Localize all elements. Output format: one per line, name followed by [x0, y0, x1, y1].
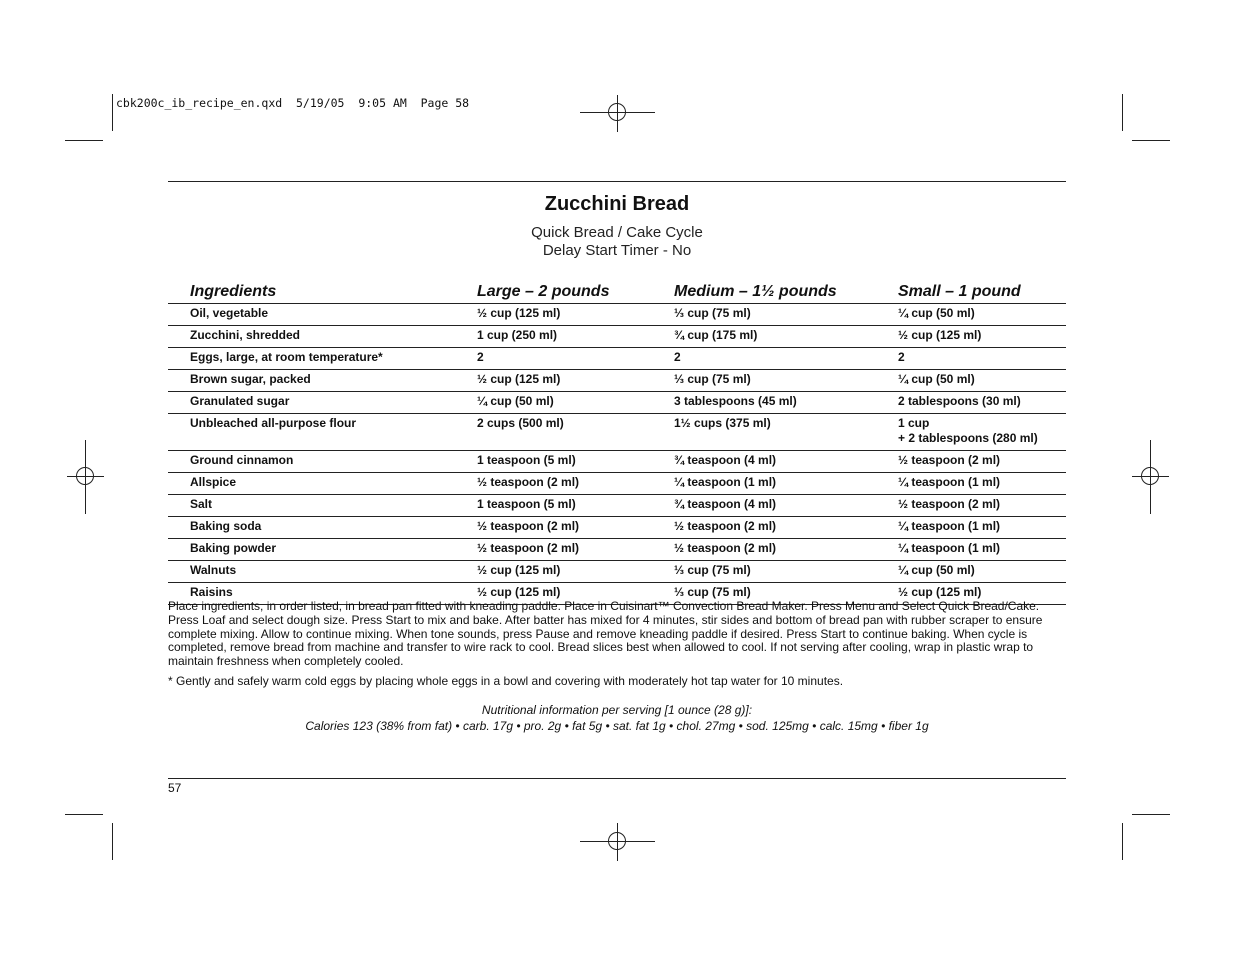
table-row [168, 451, 1066, 473]
header-small: Small – 1 pound [898, 278, 1066, 304]
top-rule [168, 181, 1066, 182]
crop-mark [1122, 94, 1123, 131]
small-amount: ½ cup (125 ml) [898, 583, 1066, 605]
instructions-paragraph: Place ingredients, in order listed, in bread pan fitted with kneading paddle. Place in Cuisinart™ Convection Bread Maker. Press Menu and Select Quick Bread/Cake. Press Loaf and select dough size. Press Start to mix and bake. After batter has mixed for 4 minutes, stir sides and bottom of bread pan with rubber scraper to ensure complete mixing. Allow to continue mixing. When tone sounds, press Pause and remove kneading paddle if desired. Press Start to continue baking. When cycle is completed, remove bread from machine and transfer to wire rack to cool. Bread slices best when allowed to cool. If not serving after cooling, wrap in plastic wrap to maintain freshness when completely cooled. [168, 599, 1043, 669]
table-row [168, 348, 1066, 370]
crop-mark [65, 814, 103, 815]
table-row [168, 392, 1066, 414]
timer-subtitle: Delay Start Timer - No [542, 242, 692, 259]
medium-amount: ½ teaspoon (2 ml) [674, 539, 898, 561]
crop-mark [1132, 814, 1170, 815]
small-amount [898, 414, 1066, 451]
ingredient-name: Zucchini, shredded [168, 326, 477, 348]
medium-amount: ¾ teaspoon (4 ml) [674, 495, 898, 517]
medium-amount: ⅓ cup (75 ml) [674, 561, 898, 583]
ingredient-name: Baking soda [168, 517, 477, 539]
medium-amount: ⅓ cup (75 ml) [674, 583, 898, 605]
crop-mark [1122, 823, 1123, 860]
header-large: Large – 2 pounds [477, 278, 674, 304]
small-amount: ¼ cup (50 ml) [898, 304, 1066, 326]
large-amount: ½ teaspoon (2 ml) [477, 517, 674, 539]
nutrition-heading: Nutritional information per serving [1 ounce (28 g)]: [481, 703, 753, 717]
ingredient-name: Raisins [168, 583, 477, 605]
table-row [168, 561, 1066, 583]
ingredient-name: Walnuts [168, 561, 477, 583]
large-amount: ½ cup (125 ml) [477, 370, 674, 392]
small-amount: ½ teaspoon (2 ml) [898, 495, 1066, 517]
table-row [168, 539, 1066, 561]
medium-amount: 2 [674, 348, 898, 370]
cycle-subtitle: Quick Bread / Cake Cycle [531, 224, 703, 241]
medium-amount: 3 tablespoons (45 ml) [674, 392, 898, 414]
small-amount-line1: 1 cup [898, 416, 930, 430]
large-amount: 2 [477, 348, 674, 370]
small-amount: 2 tablespoons (30 ml) [898, 392, 1066, 414]
table-row [168, 326, 1066, 348]
small-amount: ¼ teaspoon (1 ml) [898, 473, 1066, 495]
ingredient-name: Ground cinnamon [168, 451, 477, 473]
table-row [168, 495, 1066, 517]
small-amount: ¼ teaspoon (1 ml) [898, 539, 1066, 561]
table-row [168, 473, 1066, 495]
ingredient-name: Salt [168, 495, 477, 517]
large-amount: ½ cup (125 ml) [477, 561, 674, 583]
medium-amount: ¾ teaspoon (4 ml) [674, 451, 898, 473]
crop-mark [65, 140, 103, 141]
table-header-row [168, 278, 1066, 304]
table-row [168, 517, 1066, 539]
crop-mark [112, 94, 113, 131]
medium-amount: ½ teaspoon (2 ml) [674, 517, 898, 539]
medium-amount: 1½ cups (375 ml) [674, 414, 898, 451]
medium-amount: ¾ cup (175 ml) [674, 326, 898, 348]
large-amount: ½ cup (125 ml) [477, 304, 674, 326]
ingredient-name: Granulated sugar [168, 392, 477, 414]
table-row [168, 370, 1066, 392]
nutrition-values: Calories 123 (38% from fat) • carb. 17g • pro. 2g • fat 5g • sat. fat 1g • chol. 27mg • sod. 125mg • calc. 15mg • fiber 1g [305, 719, 929, 733]
header-ingredients: Ingredients [168, 278, 477, 304]
table-row [168, 304, 1066, 326]
large-amount: ½ teaspoon (2 ml) [477, 473, 674, 495]
bottom-rule [168, 778, 1066, 779]
large-amount: 2 cups (500 ml) [477, 414, 674, 451]
table-row [168, 414, 1066, 451]
small-amount: ½ teaspoon (2 ml) [898, 451, 1066, 473]
ingredient-name: Baking powder [168, 539, 477, 561]
ingredient-name: Eggs, large, at room temperature* [168, 348, 477, 370]
egg-footnote: * Gently and safely warm cold eggs by placing whole eggs in a bowl and covering with moderately hot tap water for 10 minutes. [168, 674, 844, 688]
ingredient-name: Unbleached all-purpose flour [168, 414, 477, 451]
medium-amount: ⅓ cup (75 ml) [674, 370, 898, 392]
small-amount: ½ cup (125 ml) [898, 326, 1066, 348]
small-amount-line2: + 2 tablespoons (280 ml) [898, 431, 1038, 445]
small-amount: ¼ teaspoon (1 ml) [898, 517, 1066, 539]
large-amount: ¼ cup (50 ml) [477, 392, 674, 414]
print-slug: cbk200c_ib_recipe_en.qxd 5/19/05 9:05 AM Page 58 [116, 96, 470, 110]
small-amount: ¼ cup (50 ml) [898, 561, 1066, 583]
header-medium: Medium – 1½ pounds [674, 278, 898, 304]
large-amount: 1 teaspoon (5 ml) [477, 451, 674, 473]
large-amount: ½ cup (125 ml) [477, 583, 674, 605]
recipe-title: Zucchini Bread [544, 193, 690, 215]
crop-mark [112, 823, 113, 860]
ingredient-name: Brown sugar, packed [168, 370, 477, 392]
small-amount: 2 [898, 348, 1066, 370]
large-amount: ½ teaspoon (2 ml) [477, 539, 674, 561]
small-amount: ¼ cup (50 ml) [898, 370, 1066, 392]
ingredient-name: Allspice [168, 473, 477, 495]
medium-amount: ¼ teaspoon (1 ml) [674, 473, 898, 495]
medium-amount: ⅓ cup (75 ml) [674, 304, 898, 326]
large-amount: 1 cup (250 ml) [477, 326, 674, 348]
ingredient-name: Oil, vegetable [168, 304, 477, 326]
large-amount: 1 teaspoon (5 ml) [477, 495, 674, 517]
crop-mark [1132, 140, 1170, 141]
page-number: 57 [168, 781, 182, 795]
ingredients-table [168, 278, 1066, 605]
